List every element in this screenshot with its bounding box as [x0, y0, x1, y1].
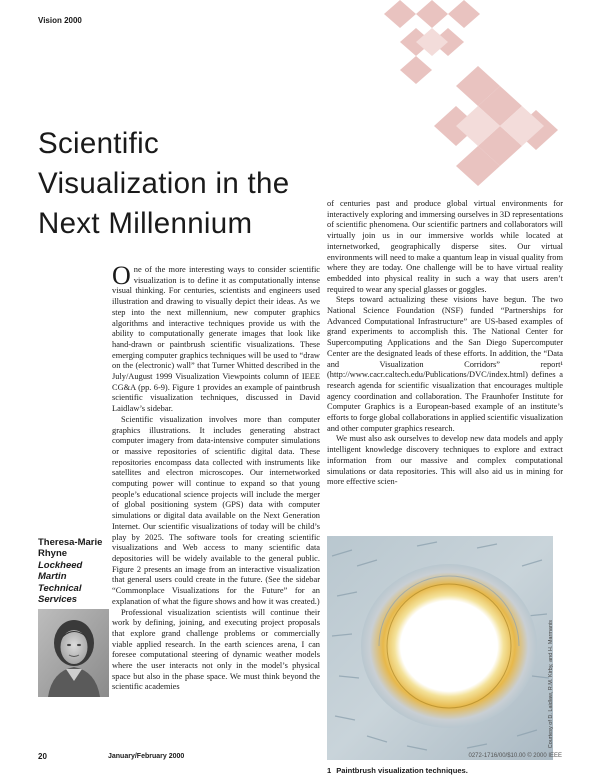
author-affiliation: Services: [38, 594, 78, 606]
figure-caption-text: Paintbrush visualization techniques.: [336, 766, 468, 775]
figure-1-paintbrush-visualization: [327, 536, 553, 760]
author-name: Rhyne: [38, 548, 68, 560]
paragraph-3-continued: of centuries past and produce global virtual environments for interactively exploring and immersing ourselves in 3D representations of scientific phenomena. Our scientific partners and collaborators will virtually join us in our immersive worlds while located at internetworked, geographically disperse sites. Our virtual environments will need to make a quantum leap in visual quality from where they are today. One challenge will be to have virtual reality embedded into physical reality in such a way that users aren’t required to wear any special glasses or goggles.: [327, 199, 563, 294]
drop-cap: O: [112, 261, 131, 290]
article-title: [38, 124, 318, 244]
paragraph-1: [112, 261, 320, 415]
body-column-right: [327, 199, 563, 488]
author-affiliation: Martin: [38, 571, 67, 583]
title-line: Next Millennium: [38, 207, 253, 240]
body-column-middle: [112, 261, 320, 693]
title-line: Scientific: [38, 127, 160, 160]
copyright-line: 0272-1716/00/$10.00 © 2000 IEEE: [468, 753, 562, 759]
title-line: Visualization in the: [38, 167, 290, 200]
author-name: Theresa-Marie: [38, 537, 103, 548]
author-block: [38, 537, 110, 605]
paragraph-2: Scientific visualization involves more than computer graphics illustrations. It includes generating abstract computer imagery from data-intensive computer simulations or massive repositories of scientific digital data. These repositories encompass data collected with instruments like satellites and electron microscopes. Our internetworked computing power will continue to expand so that young people’s educational science projects will include the merger of global positioning system (GPS) data with computer simulations or digital data available on the Next Generation Internet. Our scientific visualizations of today will be child’s play by 2025. The software tools for creating scientific visualizations and Web access to many scientific data depositories will be widely available to the general public. Figure 2 presents an image from an interactive visualization that general users could create in the future. (See the sidebar “Commonplace Visualizations for the Future” for an explanation of what the figure shows and how it was created.): [112, 414, 320, 606]
figure-credit: Courtesy of D. Laidlaw, R.M. Kirby, and H. Marmanis: [548, 620, 554, 749]
running-head: Vision 2000: [38, 16, 82, 25]
author-affiliation: Technical: [38, 582, 82, 594]
page-number: 20: [38, 752, 47, 761]
issue-date: January/February 2000: [108, 753, 185, 760]
figure-caption: [327, 766, 468, 775]
paragraph-3: Professional visualization scientists will continue their work by defining, joining, and executing project proposals that explore grand challenge problems or commercially viable applied research. In the earth sciences arena, I can foresee computational steering of dynamic weather models where the user interacts not only in the model’s physical space but also in the phase space. We must think beyond the scientific academies: [112, 607, 320, 692]
paragraph-1-text: ne of the more interesting ways to consider scientific visualization is to define it as computationally intense visual thinking. For centuries, scientists and engineers used illustration and drawing to visually depict their ideas. As we step into the next millennium, new computer graphics algorithms and interactive techniques provide us with the ability to computationally generate images that look like hand-drawn or paintbrush scientific visualizations. These emerging computer graphics techniques will be used to “draw on the (electronic) wall” that Turner Whitted described in the July/August 1999 Visualization Viewpoints column of IEEE CG&A (pp. 6-9). Figure 1 provides an example of paintbrush scientific visualization techniques, discussed in David Laidlaw’s sidebar.: [112, 265, 320, 414]
paragraph-4: Steps toward actualizing these visions have begun. The two National Science Foundation (NSF) funded “Partnerships for Advanced Computational Infrastructure” are US-based examples of grand experiments to accomplish this. The National Center for Supercomputing Applications and the San Diego Supercomputer Center are the designated leads of these efforts. In addition, the “Data and Visualization Corridors” report¹ (http://www.cacr.caltech.edu/Publications/DVC/index.html) defines a research agenda for scientific visualization that encourages multiple agency coordination and collaboration. The Fraunhofer Institute for Computer Graphics is a European-based example of an institute’s efforts to forge global collaborations in applied scientific visualization and other computer graphics research.: [327, 295, 563, 433]
paragraph-5: We must also ask ourselves to develop new data models and apply intelligent knowledge discovery techniques to explore and extract information from our massive and complex computational simulations or data repositories. This will also aid us in mining for more effective scien-: [327, 434, 563, 487]
author-affiliation: Lockheed: [38, 559, 83, 571]
author-photo: [38, 609, 109, 697]
figure-number: 1: [327, 766, 332, 775]
